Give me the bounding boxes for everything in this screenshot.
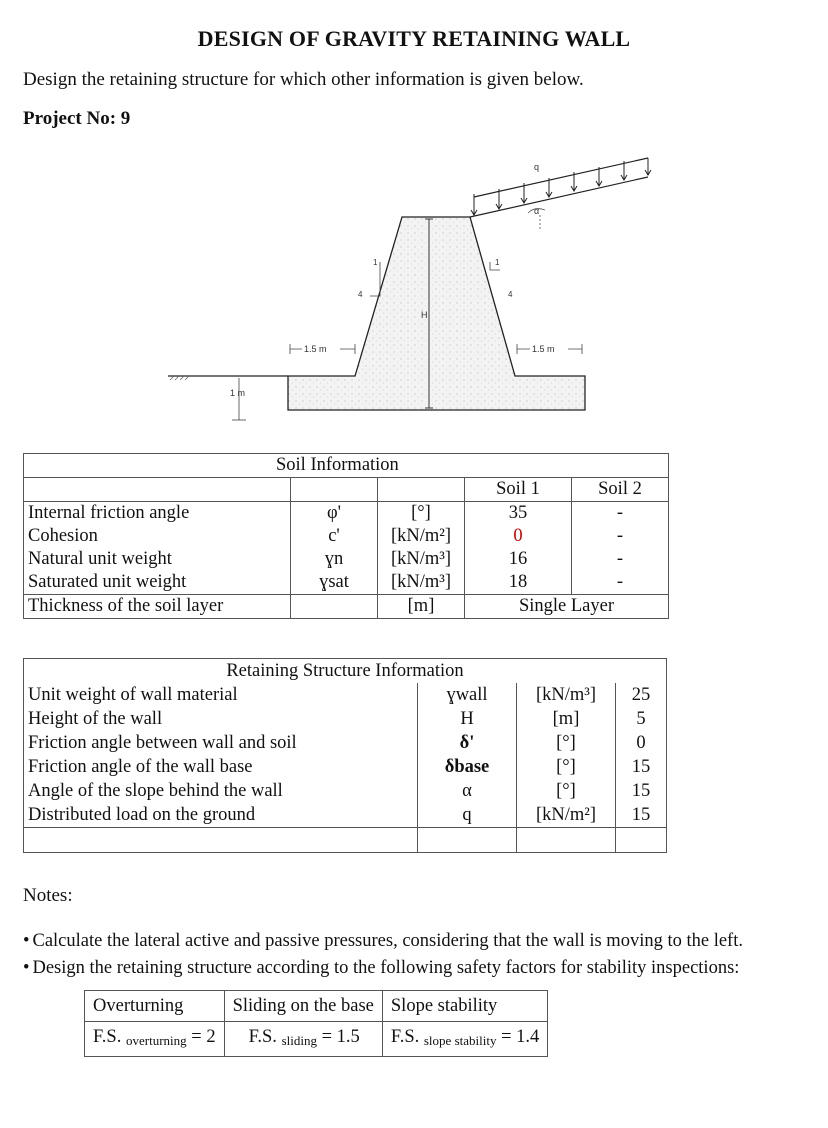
retaining-structure-table [23,658,667,853]
soil-information-table [23,453,669,619]
table-row: Internal friction angle φ' [°] 35 - [24,502,669,526]
q-label: q [534,162,540,172]
table-row: Natural unit weight ɣn [kN/m³] 16 - [24,548,669,571]
left-slope-v: 1 [373,258,378,267]
left-toe-dimension: 1.5 m [304,344,327,354]
safety-header-slope: Slope stability [382,991,547,1022]
load-top-line [474,158,648,197]
backfill-slope [470,177,648,217]
safety-header-sliding: Sliding on the base [224,991,382,1022]
soil1-header: Soil 1 [465,478,572,502]
empty-row [24,828,667,853]
table-row: Thickness of the soil layer [m] Single Layer [24,595,669,619]
soil2-header: Soil 2 [572,478,669,502]
left-slope-h: 4 [358,290,363,299]
notes-list [23,928,743,982]
table-row: Unit weight of wall material ɣwall [kN/m³] 25 [24,683,667,707]
table-row: Cohesion c' [kN/m²] 0 - [24,525,669,548]
table-row: Saturated unit weight ɣsat [kN/m³] 18 - [24,571,669,595]
notes-heading: Notes: [23,885,73,906]
right-slope-v: 1 [495,258,500,267]
table-row: Friction angle between wall and soil δ' [°] 0 [24,731,667,755]
retaining-table-title: Retaining Structure Information [24,659,667,684]
right-heel-dimension: 1.5 m [532,344,555,354]
right-slope-h: 4 [508,290,513,299]
fs-overturning: F.S. overturning = 2 [85,1022,225,1057]
alpha-label: α [534,206,540,216]
table-row: Angle of the slope behind the wall α [°] 15 [24,779,667,803]
cohesion-soil1-value: 0 [465,525,572,548]
wall-body [288,217,585,410]
thickness-value: Single Layer [465,595,669,619]
list-item: • Calculate the lateral active and passive pressures, considering that the wall is moving to the left. [23,928,743,955]
safety-header-overturning: Overturning [85,991,225,1022]
page-title: DESIGN OF GRAVITY RETAINING WALL [197,26,631,51]
table-row: Height of the wall H [m] 5 [24,707,667,731]
embedment-depth-label: 1 m [230,388,246,398]
height-label: H [421,310,428,320]
list-item: • Design the retaining structure according to the following safety factors for stability inspections: [23,955,743,982]
project-number: Project No: 9 [23,108,131,129]
load-arrows [471,158,651,216]
table-row: Distributed load on the ground q [kN/m²] 15 [24,803,667,828]
fs-sliding: F.S. sliding = 1.5 [224,1022,382,1057]
safety-factors-table [84,990,548,1057]
soil-table-title: Soil Information [24,454,669,478]
wall-diagram [0,150,828,435]
table-row: Friction angle of the wall base δbase [°] 15 [24,755,667,779]
fs-slope-stability: F.S. slope stability = 1.4 [382,1022,547,1057]
intro-text: Design the retaining structure for which other information is given below. [23,69,584,90]
